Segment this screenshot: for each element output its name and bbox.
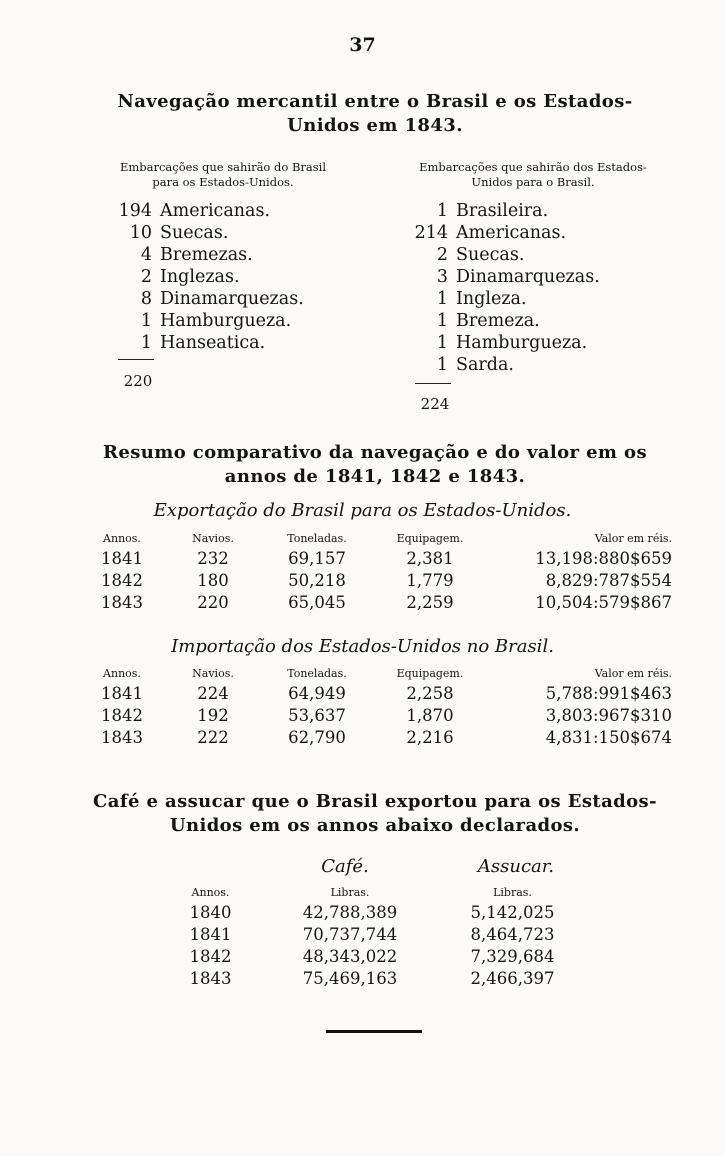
right-ship-nation: Americanas. [456, 223, 567, 243]
right-ship-nation: Ingleza. [456, 289, 527, 309]
right-ship-count: 214 [414, 223, 448, 243]
right-header-line2: Unidos para o Brasil. [471, 175, 595, 189]
section3-title-line1: Café e assucar que o Brasil exportou para os Estados- [93, 791, 657, 812]
right-column-header [388, 160, 678, 190]
column-header: Equipagem. [396, 532, 464, 545]
section2-title-line2: annos de 1841, 1842 e 1843. [224, 466, 526, 487]
left-ship-count: 1 [140, 333, 152, 353]
left-ship-count: 4 [140, 245, 152, 265]
left-ship-list [112, 200, 304, 354]
table-cell: 2,466,397 [470, 969, 555, 988]
right-ship-nation: Hamburgueza. [456, 333, 588, 353]
table-cell: 2,258 [406, 684, 454, 703]
table-row [0, 592, 725, 614]
right-ship-nation: Sarda. [456, 355, 514, 375]
table-cell: 7,329,684 [470, 947, 555, 966]
table-cell: 70,737,744 [302, 925, 398, 944]
right-ship-count: 1 [436, 311, 448, 331]
table-cell: 220 [197, 593, 229, 612]
export-subtitle: Exportação do Brasil para os Estados-Unidos. [153, 500, 572, 521]
table-cell: 8,464,723 [470, 925, 555, 944]
left-ship-count: 10 [129, 223, 152, 243]
column-header: Annos. [103, 532, 141, 545]
table-cell: 180 [197, 571, 229, 590]
table-cell: 10,504:579$867 [535, 593, 672, 612]
section2-title-line1: Resumo comparativo da navegação e do valor em os [103, 442, 647, 463]
table-row [0, 924, 725, 946]
table-cell: 224 [197, 684, 229, 703]
left-ship-nation: Bremezas. [160, 245, 253, 265]
right-ship-row [408, 266, 600, 288]
left-ship-nation: Hamburgueza. [160, 311, 292, 331]
left-ship-row [112, 310, 304, 332]
table-row [0, 968, 725, 990]
right-ship-list [408, 200, 600, 376]
table-cell: 1,779 [406, 571, 454, 590]
table-cell: 1841 [189, 925, 232, 944]
table-cell: 50,218 [288, 571, 346, 590]
table-cell: 2,216 [406, 728, 454, 747]
left-column-header [88, 160, 358, 190]
table-cell: 13,198:880$659 [535, 549, 672, 568]
column-header: Toneladas. [287, 667, 347, 680]
left-ship-row [112, 332, 304, 354]
assucar-column-title: Assucar. [477, 856, 555, 877]
table-cell: 1843 [101, 728, 143, 747]
table-cell: 5,788:991$463 [545, 684, 672, 703]
right-ship-count: 1 [436, 289, 448, 309]
table-cell: 1843 [101, 593, 143, 612]
right-ship-count: 1 [436, 201, 448, 221]
left-ship-count: 8 [140, 289, 152, 309]
table-cell: 5,142,025 [470, 903, 555, 922]
end-rule [326, 1030, 422, 1033]
left-header-line2: para os Estados-Unidos. [152, 175, 294, 189]
table-cell: 192 [197, 706, 229, 725]
left-total: 220 [123, 372, 153, 390]
table-cell: 53,637 [288, 706, 346, 725]
right-ship-count: 1 [436, 333, 448, 353]
table-cell: 4,831:150$674 [545, 728, 672, 747]
column-header: Navios. [192, 667, 234, 680]
table-cell: 65,045 [288, 593, 346, 612]
table-row [0, 727, 725, 749]
right-ship-nation: Bremeza. [456, 311, 540, 331]
table-cell: 2,381 [406, 549, 454, 568]
left-ship-count: 1 [140, 311, 152, 331]
table-cell: 232 [197, 549, 229, 568]
table-cell: 1842 [101, 706, 143, 725]
left-ship-row [112, 222, 304, 244]
table-row [0, 683, 725, 705]
table-header [0, 884, 725, 902]
table-cell: 48,343,022 [302, 947, 398, 966]
table-cell: 1843 [189, 969, 232, 988]
column-header: Valor em réis. [594, 532, 672, 545]
table-cell: 222 [197, 728, 229, 747]
right-ship-row [408, 332, 600, 354]
left-ship-count: 2 [140, 267, 152, 287]
table-cell: 1842 [189, 947, 232, 966]
table-cell: 2,259 [406, 593, 454, 612]
coffee-sugar-table [0, 884, 725, 990]
left-ship-row [112, 244, 304, 266]
section1-title-line1: Navegação mercantil entre o Brasil e os Estados- [117, 91, 633, 112]
table-header [0, 530, 725, 548]
cafe-column-title: Café. [321, 856, 369, 877]
right-ship-nation: Dinamarquezas. [456, 267, 600, 287]
right-ship-row [408, 244, 600, 266]
right-total: 224 [420, 395, 450, 413]
table-cell: 1842 [101, 571, 143, 590]
column-header: Valor em réis. [594, 667, 672, 680]
table-cell: 64,949 [288, 684, 346, 703]
left-total-rule [118, 359, 154, 360]
left-ship-nation: Dinamarquezas. [160, 289, 304, 309]
right-header-line1: Embarcações que sahirão dos Estados- [419, 160, 647, 174]
left-ship-nation: Americanas. [160, 201, 271, 221]
table-row [0, 705, 725, 727]
right-ship-row [408, 310, 600, 332]
right-ship-row [408, 288, 600, 310]
table-cell: 75,469,163 [302, 969, 398, 988]
right-ship-row [408, 200, 600, 222]
import-table [0, 665, 725, 749]
table-row [0, 548, 725, 570]
left-ship-row [112, 266, 304, 288]
table-header [0, 665, 725, 683]
section1-title-line2: Unidos em 1843. [287, 115, 463, 136]
column-header: Annos. [103, 667, 141, 680]
table-cell: 1841 [101, 684, 143, 703]
page-number: 37 [349, 34, 376, 56]
left-ship-row [112, 200, 304, 222]
section1-title [70, 90, 680, 138]
section3-title-line2: Unidos em os annos abaixo declarados. [169, 815, 581, 836]
table-cell: 1841 [101, 549, 143, 568]
table-cell: 69,157 [288, 549, 346, 568]
table-cell: 42,788,389 [302, 903, 398, 922]
column-header: Libras. [493, 886, 532, 899]
left-ship-nation: Hanseatica. [160, 333, 266, 353]
table-cell: 3,803:967$310 [545, 706, 672, 725]
right-ship-nation: Suecas. [456, 245, 525, 265]
table-cell: 8,829:787$554 [545, 571, 672, 590]
right-ship-count: 1 [436, 355, 448, 375]
left-ship-count: 194 [118, 201, 152, 221]
right-ship-count: 2 [436, 245, 448, 265]
table-row [0, 946, 725, 968]
left-ship-nation: Inglezas. [160, 267, 240, 287]
right-ship-nation: Brasileira. [456, 201, 549, 221]
right-ship-row [408, 222, 600, 244]
import-subtitle: Importação dos Estados-Unidos no Brasil. [171, 636, 554, 657]
table-cell: 1840 [189, 903, 232, 922]
section2-title [70, 441, 680, 489]
column-header: Toneladas. [287, 532, 347, 545]
column-header: Libras. [330, 886, 370, 899]
column-header: Annos. [191, 886, 230, 899]
table-cell: 1,870 [406, 706, 454, 725]
column-header: Navios. [192, 532, 234, 545]
left-ship-row [112, 288, 304, 310]
right-total-rule [415, 383, 451, 384]
export-table [0, 530, 725, 614]
right-ship-row [408, 354, 600, 376]
left-header-line1: Embarcações que sahirão do Brasil [119, 160, 327, 174]
section3-title [60, 790, 690, 838]
table-row [0, 570, 725, 592]
table-cell: 62,790 [288, 728, 346, 747]
table-row [0, 902, 725, 924]
column-header: Equipagem. [396, 667, 464, 680]
left-ship-nation: Suecas. [160, 223, 229, 243]
right-ship-count: 3 [436, 267, 448, 287]
